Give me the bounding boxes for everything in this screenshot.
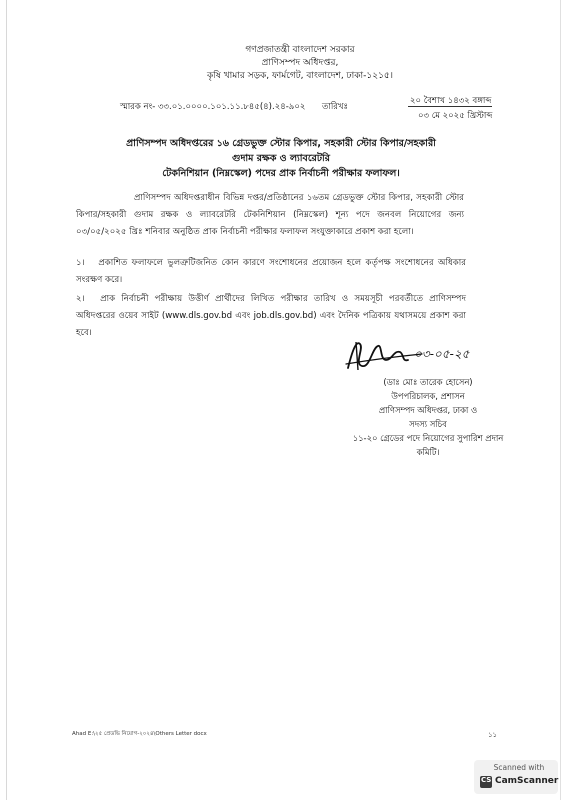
signer-name: (ডাঃ মোঃ তারেক হোসেন) bbox=[383, 377, 473, 387]
subject-line-2: টেকনিশিয়ান (নিম্নস্কেল) পদের প্রাক নির্বাচনী পরীক্ষার ফলাফল। bbox=[162, 168, 400, 179]
signer-committee-line-1: ১১-২০ গ্রেডের পদে নিয়োগের সুপারিশ প্রদান bbox=[352, 433, 504, 443]
subject-heading bbox=[116, 136, 446, 181]
list-item-number: ২। bbox=[76, 294, 85, 304]
date-bangla: ২০ বৈশাখ ১৪৩২ বঙ্গাব্দ bbox=[410, 96, 492, 106]
list-item bbox=[76, 255, 466, 289]
page-edge-left bbox=[6, 0, 7, 800]
signer-committee-line-2: কমিটি। bbox=[416, 447, 440, 457]
body-paragraph: প্রাণিসম্পদ অধিদপ্তরাধীন বিভিন্ন দপ্তর/প্রতিষ্ঠানের ১৬তম গ্রেডভুক্ত স্টোর কিপার, সহকারী স্টোর কিপার/সহকারী গুদাম রক্ষক ও ল্যাবরেটরি টেকনিশিয়ান (নিম্নস্কেল) শূন্য পদে জনবল নিয়োগের জন্য ০৩/০৫/২০২৫ খ্রিঃ শনিবার অনুষ্ঠিত প্রাক নির্বাচনী পরীক্ষার ফলাফল সংযুক্তাকারে প্রকাশ করা হলো। bbox=[76, 193, 464, 237]
page-edge-right bbox=[560, 0, 561, 800]
signer-role: সদস্য সচিব bbox=[409, 419, 447, 429]
camscanner-logo-icon: CS bbox=[480, 776, 492, 788]
subject-line-1: প্রাণিসম্পদ অধিদপ্তরের ১৬ গ্রেডভুক্ত স্টোর কিপার, সহকারী স্টোর কিপার/সহকারী গুদাম রক্ষক ও ল্যাবরেটরি bbox=[126, 138, 436, 164]
date-gregorian: ০৩ মে ২০২৫ খ্রিস্টাব্দ bbox=[418, 111, 493, 121]
scanner-brand: CamScanner bbox=[495, 776, 559, 786]
signer-designation: উপপরিচালক, প্রশাসন bbox=[391, 391, 465, 401]
footer-file-path: Ahad E:\২৫ প্রেডভি নিয়োগ-২০২৪\Others Letter docx bbox=[72, 731, 207, 737]
list-item-number: ১। bbox=[76, 258, 85, 268]
list-item-text: প্রকাশিত ফলাফলে ভুলত্রুটিজনিত কোন কারণে সংশোধনের প্রয়োজন হলে কর্তৃপক্ষ সংশোধনের অধিকার সংরক্ষণ করে। bbox=[76, 258, 466, 285]
memo-number: স্মারক নং- ৩৩.০১.০০০০.১০১.১১.৮৪৫(৪).২৪-৯০২ bbox=[120, 102, 306, 112]
page-number: ১১ bbox=[488, 731, 498, 739]
signature-date: ০৩-০৫-২৫ bbox=[414, 347, 470, 361]
date-divider bbox=[408, 106, 492, 107]
header-government: গণপ্রজাতন্ত্রী বাংলাদেশ সরকার bbox=[245, 45, 355, 55]
signer-office: প্রাণিসম্পদ অধিদপ্তর, ঢাকা ও bbox=[378, 405, 478, 415]
list-item-text: প্রাক নির্বাচনী পরীক্ষায় উত্তীর্ণ প্রার্থীদের লিখিত পরীক্ষার তারিখ ও সময়সূচী পরবর্তীতে প্রাণিসম্পদ অধিদপ্তরের ওয়েব সাইট (www.dls.gov.bd এবং job.dls.gov.bd) এবং দৈনিক পত্রিকায় যথাসময়ে প্রকাশ করা হবে। bbox=[76, 294, 466, 338]
scanner-caption: Scanned with bbox=[493, 763, 545, 772]
camscanner-watermark bbox=[474, 760, 558, 794]
header-department: প্রাণিসম্পদ অধিদপ্তর, bbox=[261, 58, 339, 68]
header-address: কৃষি খামার সড়ক, ফার্মগেট, বাংলাদেশ, ঢাকা-১২১৫। bbox=[207, 71, 393, 81]
date-label: তারিখঃ bbox=[322, 102, 349, 112]
handwritten-signature bbox=[342, 334, 512, 374]
